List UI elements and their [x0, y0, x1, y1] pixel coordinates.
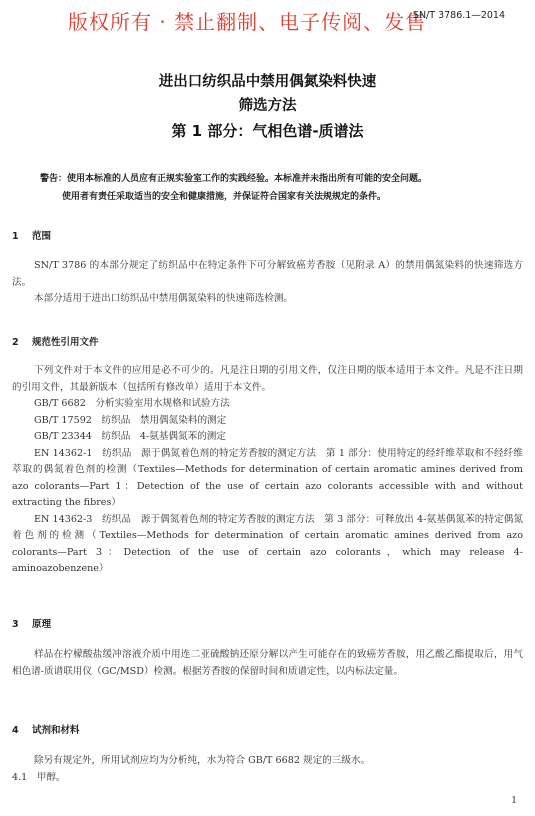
- standard-code: SN/T 3786.1—2014: [412, 10, 505, 21]
- paragraph: 本部分适用于进出口纺织品中禁用偶氮染料的快速筛选检测。: [34, 293, 294, 304]
- clause-item: 4.1 甲醇。: [12, 771, 66, 783]
- section-body-principle: [12, 647, 523, 680]
- paragraph: 下列文件对于本文件的应用是必不可少的。凡是注日期的引用文件，仅注日期的版本适用于本文件。凡是不注日期的引用文件，其最新版本（包括所有修改单）适用于本文件。: [12, 365, 523, 393]
- page-number: 1: [511, 796, 517, 806]
- title-line-2: 筛选方法: [238, 98, 297, 114]
- section-title: 规范性引用文件: [32, 337, 99, 348]
- section-number: 2: [12, 337, 19, 348]
- section-body-references: [12, 363, 523, 578]
- section-number: 3: [12, 619, 19, 630]
- reference-item: GB/T 6682 分析实验室用水规格和试验方法: [34, 398, 230, 409]
- section-body-reagents: [12, 753, 523, 786]
- paragraph: 样品在柠檬酸盐缓冲溶液介质中用连二亚硫酸钠还原分解以产生可能存在的致癌芳香胺，用乙酸乙酯提取后，用气相色谱-质谱联用仪（GC/MSD）检测。根据芳香胺的保留时间和质谱定性，以内标法定量。: [12, 649, 523, 677]
- section-title: 试剂和材料: [32, 725, 80, 736]
- reference-item: GB/T 17592 纺织品 禁用偶氮染料的测定: [34, 414, 227, 426]
- paragraph: 除另有规定外，所用试剂应均为分析纯，水为符合 GB/T 6682 规定的三级水。: [34, 755, 371, 766]
- title-line-1: 进出口纺织品中禁用偶氮染料快速: [158, 74, 377, 90]
- title-line-3: 第 1 部分：气相色谱-质谱法: [171, 122, 364, 140]
- section-body-scope: [12, 258, 523, 308]
- section-title: 范围: [32, 231, 52, 242]
- section-heading-normative-references: [12, 334, 99, 348]
- section-heading-principle: [12, 616, 51, 630]
- section-heading-reagents: [12, 722, 80, 736]
- section-heading-scope: [12, 228, 51, 242]
- section-number: 1: [12, 231, 19, 242]
- reference-item: EN 14362-3 纺织品 源于偶氮着色剂的特定芳香胺的测定方法 第 3 部分：可释放出 4-氨基偶氮苯的特定偶氮着色剂的检测（Textiles—Methods for determination of certain aromatic amines derived from azo colorants—Part 3：Detection of the use of certain azo colorants，which may release 4-aminoazobenzene）: [12, 513, 523, 574]
- watermark-text: 版权所有 · 禁止翻制、电子传阅、发售: [68, 10, 427, 34]
- section-number: 4: [12, 725, 19, 736]
- warning-line-2: 使用者有责任采取适当的安全和健康措施，并保证符合国家有关法规规定的条件。: [62, 192, 387, 202]
- warning-line-1: 警告：使用本标准的人员应有正规实验室工作的实践经验。本标准并未指出所有可能的安全问题。: [40, 174, 428, 184]
- section-title: 原理: [32, 619, 52, 630]
- paragraph: SN/T 3786 的本部分规定了纺织品中在特定条件下可分解致癌芳香胺（见附录 A）的禁用偶氮染料的快速筛选方法。: [12, 260, 523, 288]
- reference-item: EN 14362-1 纺织品 源于偶氮着色剂的特定芳香胺的测定方法 第 1 部分：使用特定的经纤维萃取和不经纤维萃取的偶氮着色剂的检测（Textiles—Methods for determination of certain aromatic amines derived from azo colorants—Part 1：Detection of the use of certain azo colorants accessible with and without extracting the fibres）: [12, 447, 523, 508]
- reference-item: GB/T 23344 纺织品 4-氨基偶氮苯的测定: [34, 431, 226, 442]
